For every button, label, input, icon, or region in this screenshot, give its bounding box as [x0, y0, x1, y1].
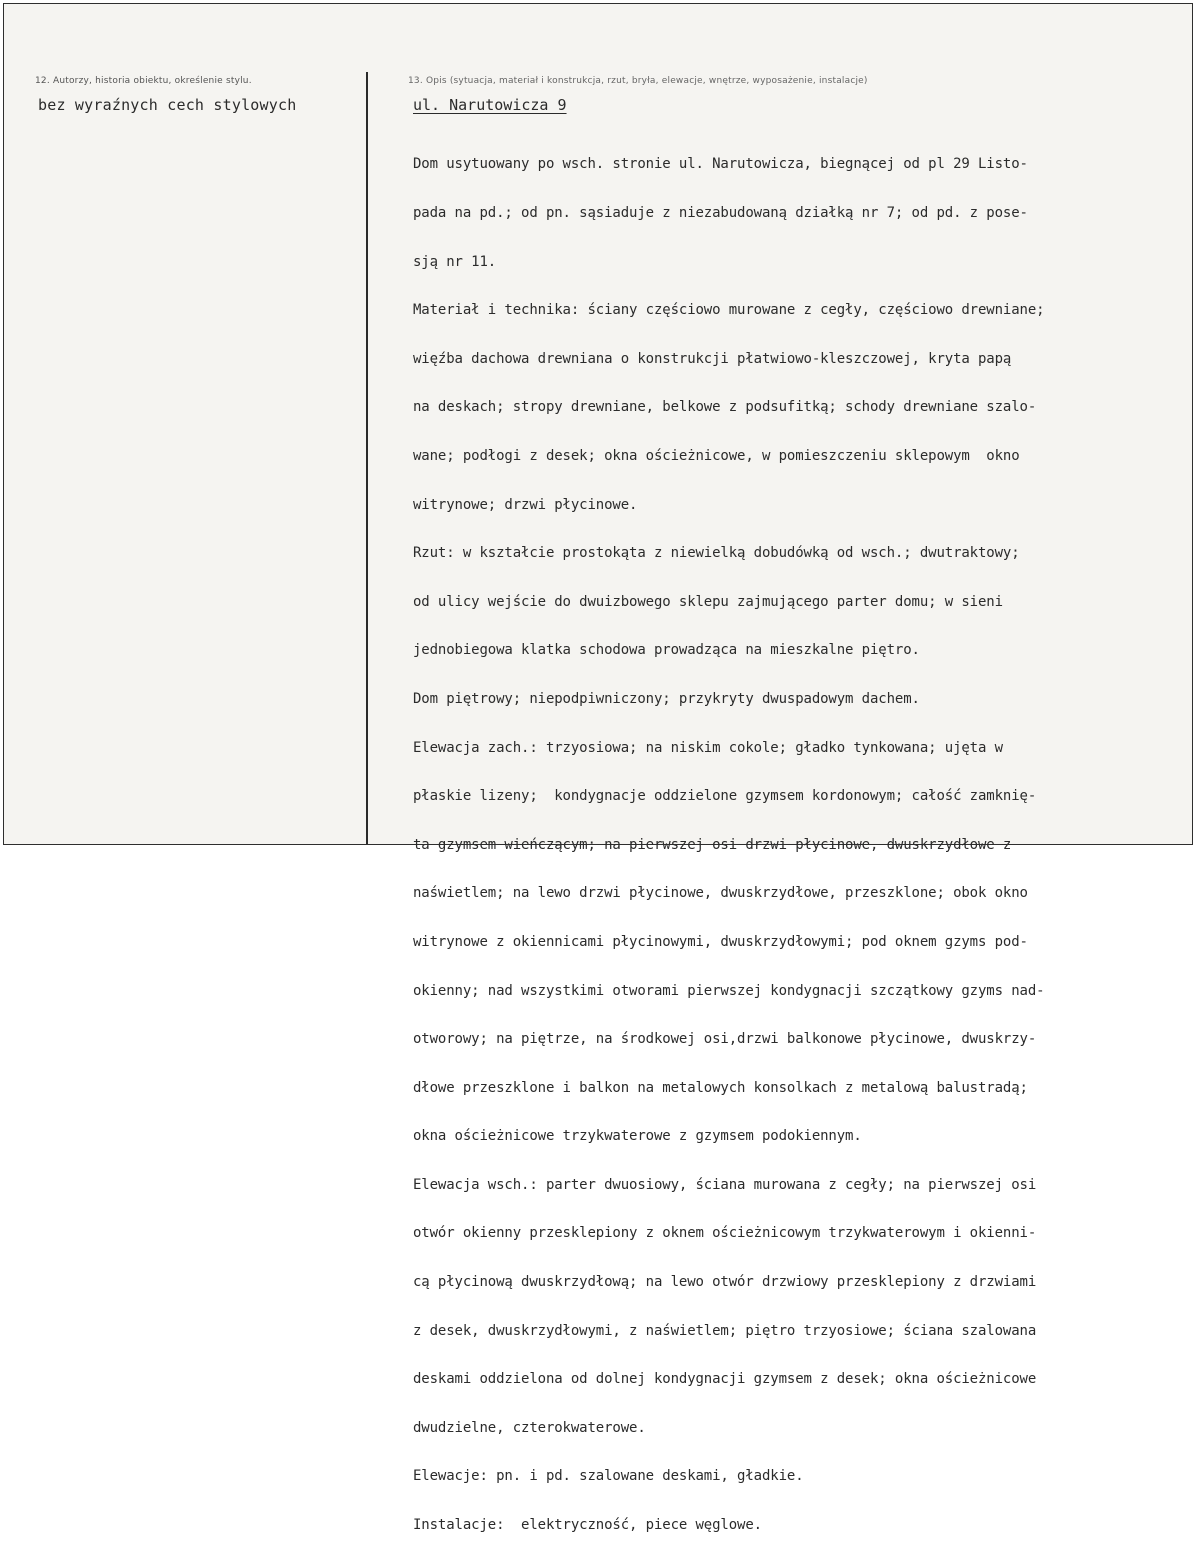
description-line: dwudzielne, czterokwaterowe. [413, 1419, 646, 1436]
description-line: dłowe przeszklone i balkon na metalowych konsolkach z metalową balustradą; [413, 1079, 1028, 1096]
description-line: Elewacja zach.: trzyosiowa; na niskim cokole; gładko tynkowana; ujęta w [413, 739, 1003, 756]
address-heading: ul. Narutowicza 9 [413, 96, 567, 114]
description-line: płaskie lizeny; kondygnacje oddzielone gzymsem kordonowym; całość zamknię- [413, 788, 1037, 805]
description-line: otwór okienny przesklepiony z oknem ościeżnicowym trzykwaterowym i okienni- [413, 1225, 1037, 1242]
description-line: naświetlem; na lewo drzwi płycinowe, dwuskrzydłowe, przeszklone; obok okno [413, 885, 1028, 902]
section-13-header: 13. Opis (sytuacja, materiał i konstrukcja, rzut, bryła, elewacje, wnętrze, wyposażenie, instalacje) [408, 76, 868, 86]
description-line: otworowy; na piętrze, na środkowej osi,drzwi balkonowe płycinowe, dwuskrzy- [413, 1031, 1037, 1048]
description-line: Materiał i technika: ściany częściowo murowane z cegły, częściowo drewniane; [413, 302, 1045, 319]
description-line: cą płycinową dwuskrzydłową; na lewo otwór drzwiowy przesklepiony z drzwiami [413, 1274, 1037, 1291]
description-line: Instalacje: elektryczność, piece węglowe. [413, 1517, 762, 1534]
description-line: ta gzymsem wieńczącym; na pierwszej osi drzwi płycinowe, dwuskrzydłowe z [413, 836, 1012, 853]
description-body [413, 124, 1193, 1549]
description-line: Dom piętrowy; niepodpiwniczony; przykryty dwuspadowym dachem. [413, 690, 920, 707]
description-line: Dom usytuowany po wsch. stronie ul. Narutowicza, biegnącej od pl 29 Listo- [413, 156, 1028, 173]
column-divider [366, 72, 368, 844]
description-line: od ulicy wejście do dwuizbowego sklepu zajmującego parter domu; w sieni [413, 593, 1003, 610]
description-line: jednobiegowa klatka schodowa prowadząca na mieszkalne piętro. [413, 642, 920, 659]
description-line: pada na pd.; od pn. sąsiaduje z niezabudowaną działką nr 7; od pd. z pose- [413, 205, 1028, 221]
description-line: z desek, dwuskrzydłowymi, z naświetlem; piętro trzyosiowe; ściana szalowana [413, 1322, 1037, 1339]
description-line: więźba dachowa drewniana o konstrukcji płatwiowo-kleszczowej, kryta papą [413, 350, 1012, 367]
section-12-header: 12. Autorzy, historia obiektu, określenie stylu. [35, 76, 252, 86]
style-description: bez wyraźnych cech stylowych [38, 96, 297, 114]
description-line: witrynowe; drzwi płycinowe. [413, 496, 638, 513]
description-line: witrynowe z okiennicami płycinowymi, dwuskrzydłowymi; pod oknem gzyms pod- [413, 933, 1028, 950]
description-line: Rzut: w kształcie prostokąta z niewielką dobudówką od wsch.; dwutraktowy; [413, 545, 1020, 562]
description-line: Elewacje: pn. i pd. szalowane deskami, gładkie. [413, 1468, 804, 1485]
description-line: Elewacja wsch.: parter dwuosiowy, ściana murowana z cegły; na pierwszej osi [413, 1176, 1037, 1193]
description-line: na deskach; stropy drewniane, belkowe z podsufitką; schody drewniane szalo- [413, 399, 1037, 416]
description-line: wane; podłogi z desek; okna ościeżnicowe, w pomieszczeniu sklepowym okno [413, 447, 1020, 464]
description-line: sją nr 11. [413, 253, 497, 270]
description-line: deskami oddzielona od dolnej kondygnacji gzymsem z desek; okna ościeżnicowe [413, 1371, 1037, 1388]
description-line: okna ościeżnicowe trzykwaterowe z gzymsem podokiennym. [413, 1128, 862, 1145]
description-line: okienny; nad wszystkimi otworami pierwszej kondygnacji szczątkowy gzyms nad- [413, 982, 1045, 999]
